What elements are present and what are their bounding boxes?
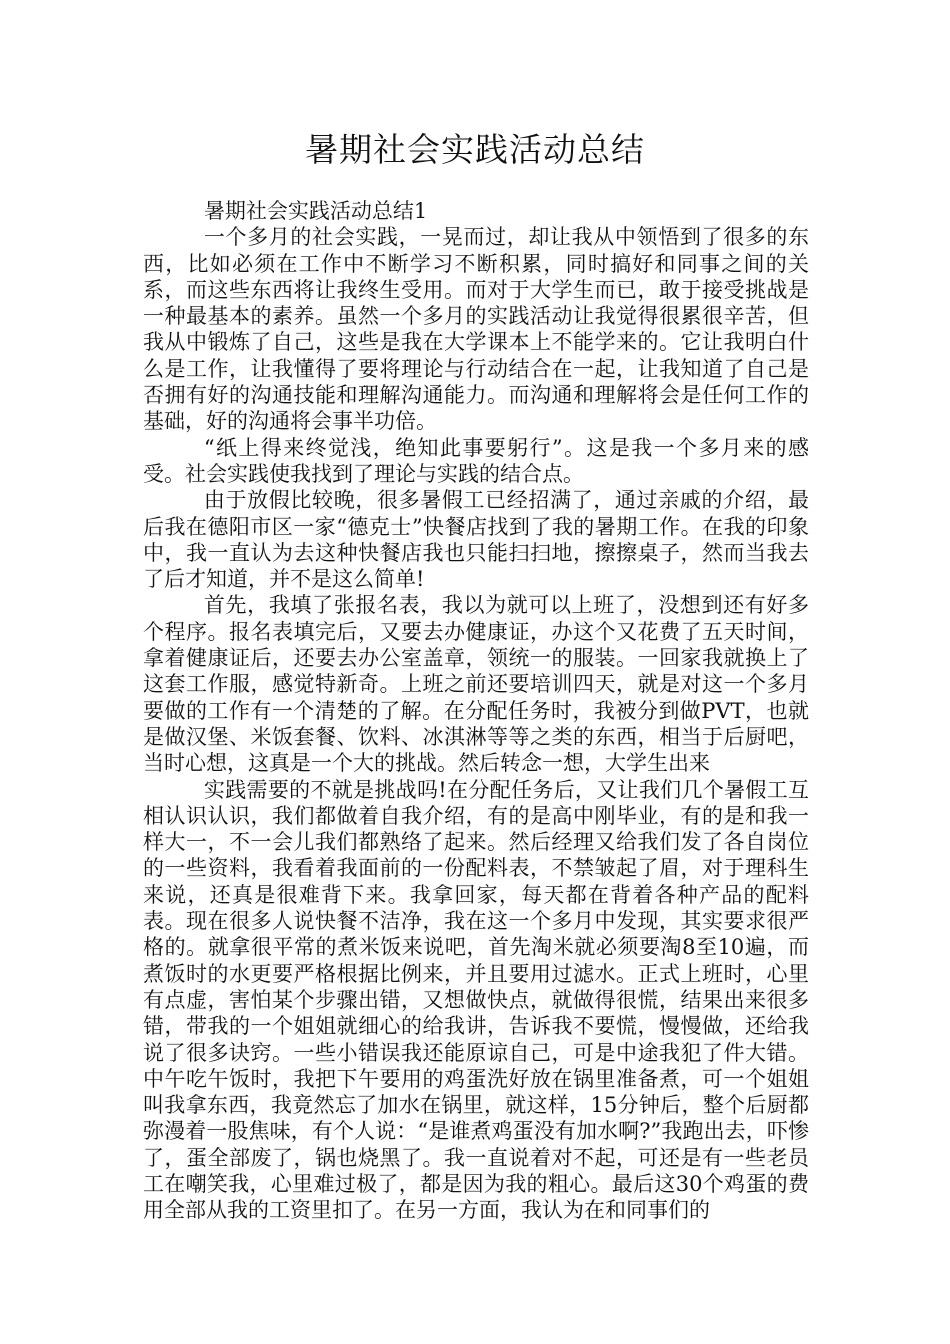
paragraph: 实践需要的不就是挑战吗!在分配任务后，又让我们几个暑假工互相认识认识，我们都做着自我介绍，有的是高中刚毕业，有的是和我一样大一，不一会儿我们都熟络了起来。然后经理又给我们发了各自岗位的一些资料，我看着我面前的一份配料表，不禁皱起了眉，对于理科生来说，还真是很难背下来。我拿回家，每天都在背着各种产品的配料表。现在很多人说快餐不洁净，我在这一个多月中发现，其实要求很严格的。就拿很平常的煮米饭来说吧，首先淘米就必须要淘8至10遍，而煮饭时的水更要严格根据比例来，并且要用过滤水。正式上班时，心里有点虚，害怕某个步骤出错，又想做快点，就做得很慌，结果出来很多错，带我的一个姐姐就细心的给我讲，告诉我不要慌，慢慢做，还给我说了很多诀窍。一些小错误我还能原谅自己，可是中途我犯了件大错。中午吃午饭时，我把下午要用的鸡蛋洗好放在锅里准备煮，可一个姐姐叫我拿东西，我竟然忘了加水在锅里，就这样，15分钟后，整个后厨都弥漫着一股焦味，有个人说：“是谁煮鸡蛋没有加水啊?”我跑出去，吓惨了，蛋全部废了，锅也烧黑了。我一直说着对不起，可还是有一些老员工在嘲笑我，心里难过极了，都是因为我的粗心。最后这30个鸡蛋的费用全部从我的工资里扣了。在另一方面，我认为在和同事们的 — [143, 777, 809, 1223]
paragraph: 由于放假比较晚，很多暑假工已经招满了，通过亲戚的介绍，最后我在德阳市区一家“德克士”快餐店找到了我的暑期工作。在我的印象中，我一直认为去这种快餐店我也只能扫扫地，擦擦桌子，然而当我去了后才知道，并不是这么简单! — [143, 488, 809, 592]
paragraph: 首先，我填了张报名表，我以为就可以上班了，没想到还有好多个程序。报名表填完后，又要去办健康证，办这个又花费了五天时间，拿着健康证后，还要去办公室盖章，领统一的服装。一回家我就换上了这套工作服，感觉特新奇。上班之前还要培训四天，就是对这一个多月要做的工作有一个清楚的了解。在分配任务时，我被分到做PVT，也就是做汉堡、米饭套餐、饮料、冰淇淋等等之类的东西，相当于后厨吧，当时心想，这真是一个大的挑战。然后转念一想，大学生出来 — [143, 593, 809, 776]
document-title: 暑期社会实践活动总结 — [305, 130, 645, 169]
paragraph: 一个多月的社会实践，一晃而过，却让我从中领悟到了很多的东西，比如必须在工作中不断学习不断积累，同时搞好和同事之间的关系，而这些东西将让我终生受用。而对于大学生而已，敢于接受挑战是一种最基本的素养。虽然一个多月的实践活动让我觉得很累很辛苦，但我从中锻炼了自己，这些是我在大学课本上不能学来的。它让我明白什么是工作，让我懂得了要将理论与行动结合在一起，让我知道了自己是否拥有好的沟通技能和理解沟通能力。而沟通和理解将会是任何工作的基础，好的沟通将会事半功倍。 — [143, 225, 809, 434]
document-body — [143, 198, 809, 1224]
section-heading: 暑期社会实践活动总结1 — [203, 199, 428, 223]
paragraph: “纸上得来终觉浅，绝知此事要躬行”。这是我一个多月来的感受。社会实践使我找到了理论与实践的结合点。 — [143, 435, 809, 486]
